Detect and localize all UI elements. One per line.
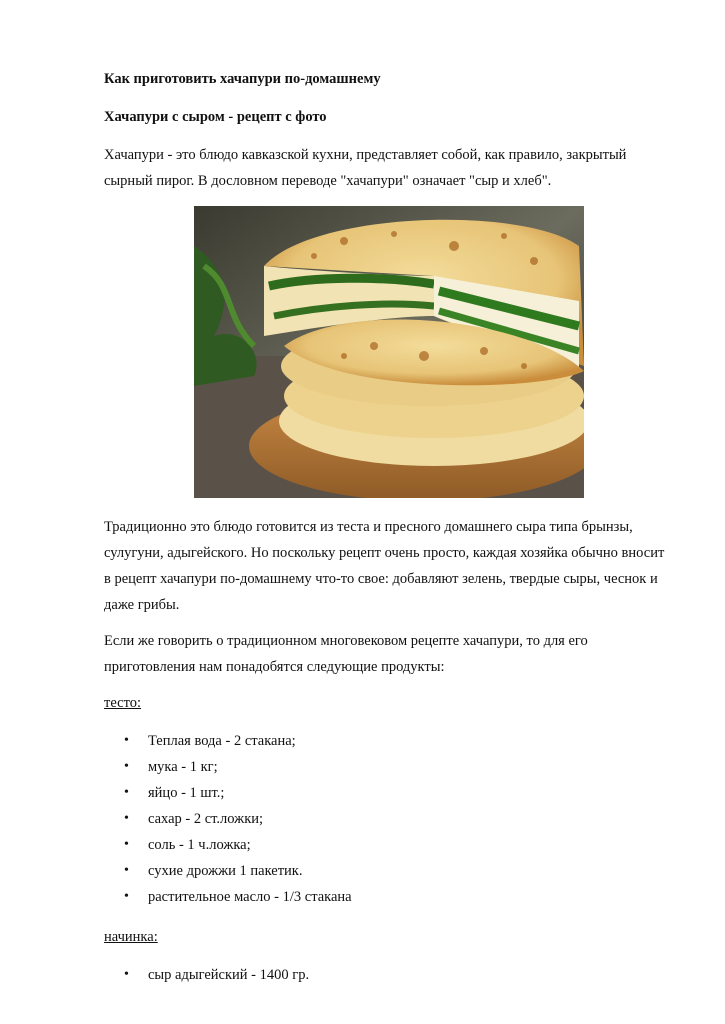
dough-item: яйцо - 1 шт.;	[148, 785, 225, 801]
para2-line-3: в рецепт хачапури по-домашнему что-то свое: добавляют зелень, твердые сыры, чеснок и	[104, 571, 658, 587]
para2-line-4: даже грибы.	[104, 597, 180, 613]
heading-recipe: Хачапури с сыром - рецепт с фото	[104, 109, 327, 125]
bullet-icon: •	[124, 967, 129, 982]
heading-main: Как приготовить хачапури по-домашнему	[104, 71, 381, 87]
bullet-icon: •	[124, 785, 129, 800]
bullet-icon: •	[124, 733, 129, 748]
bullet-icon: •	[124, 837, 129, 852]
intro-line-2: сырный пирог. В дословном переводе "хачапури" означает "сыр и хлеб".	[104, 173, 552, 189]
bullet-icon: •	[124, 889, 129, 904]
dough-item: мука - 1 кг;	[148, 759, 218, 775]
dough-item: растительное масло - 1/3 стакана	[148, 889, 352, 905]
dough-item: сахар - 2 ст.ложки;	[148, 811, 264, 827]
intro-line-1: Хачапури - это блюдо кавказской кухни, представляет собой, как правило, закрытый	[104, 147, 627, 163]
filling-item: сыр адыгейский - 1400 гр.	[148, 967, 310, 983]
dough-item: сухие дрожжи 1 пакетик.	[148, 863, 303, 879]
dough-item: соль - 1 ч.ложка;	[148, 837, 251, 853]
khachapuri-photo	[194, 206, 584, 498]
para3-line-1: Если же говорить о традиционном многовековом рецепте хачапури, то для его	[104, 633, 588, 649]
bullet-icon: •	[124, 811, 129, 826]
para2-line-2: сулугуни, адыгейского. Но поскольку рецепт очень просто, каждая хозяйка обычно вносит	[104, 545, 665, 561]
bullet-icon: •	[124, 863, 129, 878]
dough-item: Теплая вода - 2 стакана;	[148, 733, 296, 749]
bullet-icon: •	[124, 759, 129, 774]
dough-label: тесто:	[104, 695, 141, 711]
para2-line-1: Традиционно это блюдо готовится из теста и пресного домашнего сыра типа брынзы,	[104, 519, 633, 535]
filling-label: начинка:	[104, 929, 158, 945]
para3-line-2: приготовления нам понадобятся следующие продукты:	[104, 659, 445, 675]
